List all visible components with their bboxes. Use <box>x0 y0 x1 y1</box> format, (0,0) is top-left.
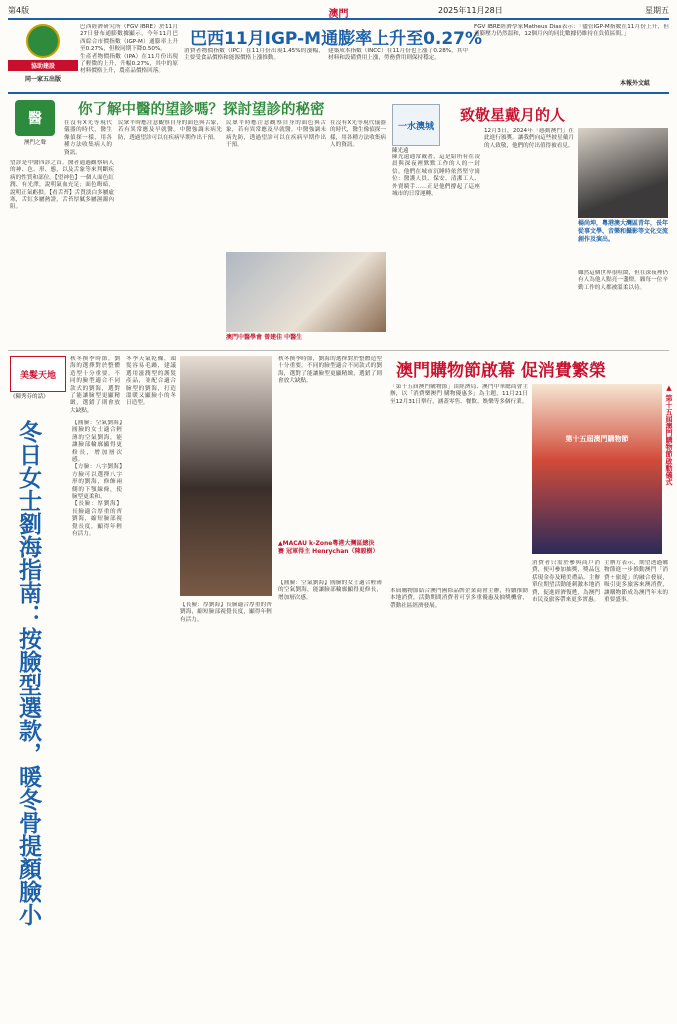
shopping-body-3: 消費者只需於參與商戶消費，便可參加抽獎，獎品包括現金券及精美禮品。主辦單位期望活動能刺激本地消費，促進經濟復甦，為澳門市民及旅客帶來更多實惠。 <box>532 560 600 604</box>
shopping-photo-caption: ▲ 第十五屆澳門購物節啟動儀式 <box>665 384 673 486</box>
issue-number: 第4版 <box>8 6 30 15</box>
health-doctor-photo <box>226 252 386 332</box>
economy-body-2: 消費者物價指數（IPC）在11月份出現1.45%的漲幅，主要受食品價格和能源價格上漲推動。 <box>184 48 324 62</box>
tribute-body-1: 陳光遠通常戴著，這是給所有在凌晨與深夜裡默默工作的人的一封信。他們在城市沉睡時依然堅守崗位：醫護人員、保安、清潔工人、外賣騎手……正是他們撐起了這座城市的日常運轉。 <box>392 154 480 198</box>
tribute-body-2: 12月3日，2024年「感動澳門」在此進行頒獎。讓我們向這些披星戴月的人致敬，他們的付出值得被看見。 <box>484 128 574 149</box>
beauty-body-s1: 【圓臉：空氣劉海】圓臉的女士適合輕薄的空氣劉海，能讓臉部輪廓顯得更修長，增加層次感。 【方臉：八字劉海】方臉可以選擇八字形的劉海，修飾兩側的下顎線條，使臉型更柔和。 【長臉：厚劉海】長臉適合厚重的齊劉海，縮短臉部視覺長度，顯得年輕有活力。 <box>72 420 122 538</box>
beauty-body-s5: 【圓臉：空氣劉海】圓臉的女士適合輕薄的空氣劉海，能讓臉部輪廓顯得更修長，增加層次感。 <box>278 580 382 601</box>
weekday: 星期五 <box>645 6 669 15</box>
masthead-logo: 澳門 <box>328 9 349 20</box>
economy-logo-block <box>8 22 78 84</box>
tribute-body-3: 雖然這個世界很喧鬧，但在深夜裡仍有人為他人點亮一盞燈。願每一位辛勤工作的人都被溫柔以待。 <box>578 270 668 291</box>
health-title: 你了解中醫的望診嗎？探討望診的秘密 <box>78 102 325 118</box>
tribute-author: 陳光遠 <box>392 148 409 154</box>
beauty-model-photo <box>180 356 272 596</box>
health-cross-icon: 醫 <box>15 100 55 136</box>
shopping-title: 澳門購物節啟幕 促消費繁榮 <box>396 361 606 381</box>
logo-text: 協助建設 <box>8 60 78 71</box>
tribute-portrait-photo <box>578 128 668 218</box>
page-header <box>8 4 669 20</box>
economy-signature: 本報外文組 <box>620 80 651 87</box>
economy-body-3: 建築成本指數（INCC）在11月份也上漲了0.28%，其中材料和設備費用上漲，勞務費用則保持穩定。 <box>328 48 468 62</box>
tribute-photo-caption: 楊尚坤，粵港澳大灣區青年，長年從事文學、音樂和攝影等文化交流創作及演出。 <box>578 220 669 243</box>
economy-body-4: FGV IBRE經濟學家Matheus Dias表示：「儘管IGP-M指數在11月份上升，但通膨壓力仍然溫和，12個月內的同比數據仍維持在負值區間。」 <box>474 24 669 38</box>
beauty-vertical-title: 冬日女士劉海指南：按臉型選款，暖冬骨提顏臉小 <box>15 420 41 926</box>
dev-logo-icon <box>26 24 60 58</box>
health-photo-caption: 澳門中醫學會 曾建佳 中醫生 <box>226 334 303 341</box>
beauty-photo-caption: ▲MACAU k-Zone粵港大灣區總決賽 冠軍得主 Henrychan（陳毅樹） <box>278 540 379 555</box>
section-divider <box>8 92 669 94</box>
economy-title: 巴西11月IGP-M通膨率上升至0.27% <box>190 29 483 49</box>
economy-intro: 巴西經濟研究所（FGV IBRE）於11月27日發布通膨數據顯示，今年11月巴西綜合市價指數（IGP-M）通膨率上升至0.27%，但較同期下降0.50%。 生產者物價指數（IPA）在11月份出現了輕微的上升，升幅0.27%，其中的原材料價格上升，農產品價格回落。 <box>80 24 178 75</box>
health-body-1b: 民眾平時應注意觀察自身的面色與舌象，若有異常應及早就醫。中醫強調未病先防，透過望診可以在疾病早期作出干預。 <box>118 120 222 141</box>
health-column-name: 澳門之聲 <box>23 140 46 146</box>
beauty-body-s3: 【長臉：厚劉海】長臉適合厚重的齊劉海，縮短臉部視覺長度，顯得年輕有活力。 <box>180 602 272 623</box>
shopping-sign: 第十五屆澳門購物節 <box>565 435 629 443</box>
health-body-1: 望診是中醫四診之首。醫者通過觀察病人的神、色、形、態，以及舌象等來判斷疾病的性質和部位。【望神色】一個人面色紅潤、有光澤，說明氣血充足；面色晦暗，說明正氣虧損。【看舌苔】舌質淡白多屬虛寒，舌紅多屬熱證，舌苔厚膩多屬濕濁內阻。 <box>10 160 114 211</box>
beauty-column-sub: 《陳秀芬的話》 <box>10 394 49 400</box>
health-body-2: 民眾平時應注意觀察自身的面色與舌象，若有異常應及早就醫。中醫強調未病先防，透過望診可以在疾病早期作出干預。 <box>226 120 326 149</box>
column-name: 同一家五出版 <box>24 76 61 83</box>
mid-divider <box>8 350 669 351</box>
beauty-column-logo: 美髮天地 <box>10 356 66 392</box>
shopping-event-photo <box>532 384 662 554</box>
beauty-body-s4: 秋冬換季時節，劉海的選擇對於整體造型十分重要。不同的臉型適合不同款式的劉海，選對了能讓臉型更顯精緻，選錯了則會放大缺點。 <box>278 356 382 385</box>
tribute-column-logo: 一水澳城 <box>392 104 440 146</box>
beauty-body-s2: 冬季天氣乾燥，頭髮容易毛躁，建議選用滋潤型的護髮產品，並配合適合臉型的劉海，打造溫暖又顯臉小的冬日造型。 <box>126 356 176 407</box>
tribute-title: 致敬星戴月的人 <box>460 106 566 124</box>
issue-date: 2025年11月28日 <box>438 6 503 15</box>
shopping-body-4: 主辦方表示，期望透過購物節進一步推動澳門「消費＋旅遊」的融合發展，吸引更多旅客來澳消費，讓購物節成為澳門年末的重要盛事。 <box>604 560 668 604</box>
health-author: 在沒有X光等現代儀器的時代，醫生像偵探一樣，用各種方法收集病人的資訊。 <box>64 120 112 156</box>
beauty-intro: 秋冬換季時節，劉海的選擇對於整體造型十分重要。不同的臉型適合不同款式的劉海，選對了能讓臉型更顯精緻，選錯了則會放大缺點。 <box>70 356 120 414</box>
health-body-3: 在沒有X光等現代儀器的時代，醫生像偵探一樣，用各種方法收集病人的資訊。 <box>330 120 386 149</box>
shopping-body-2: 本屆購物節結合澳門國際品牌企業商會主辦，持續推動本地消費，活動期間消費者可享多重優惠及抽獎機會，帶動社區經濟發展。 <box>390 588 528 609</box>
health-logo <box>10 100 60 152</box>
shopping-body-1: 「第十五屆澳門購物節」由經濟局、澳門中華總商會主辦，以「消費樂澳門 購物優惠多」為主題，11月21日至12月31日舉行，涵蓋零售、餐飲、娛樂等多個行業。 <box>390 384 528 405</box>
